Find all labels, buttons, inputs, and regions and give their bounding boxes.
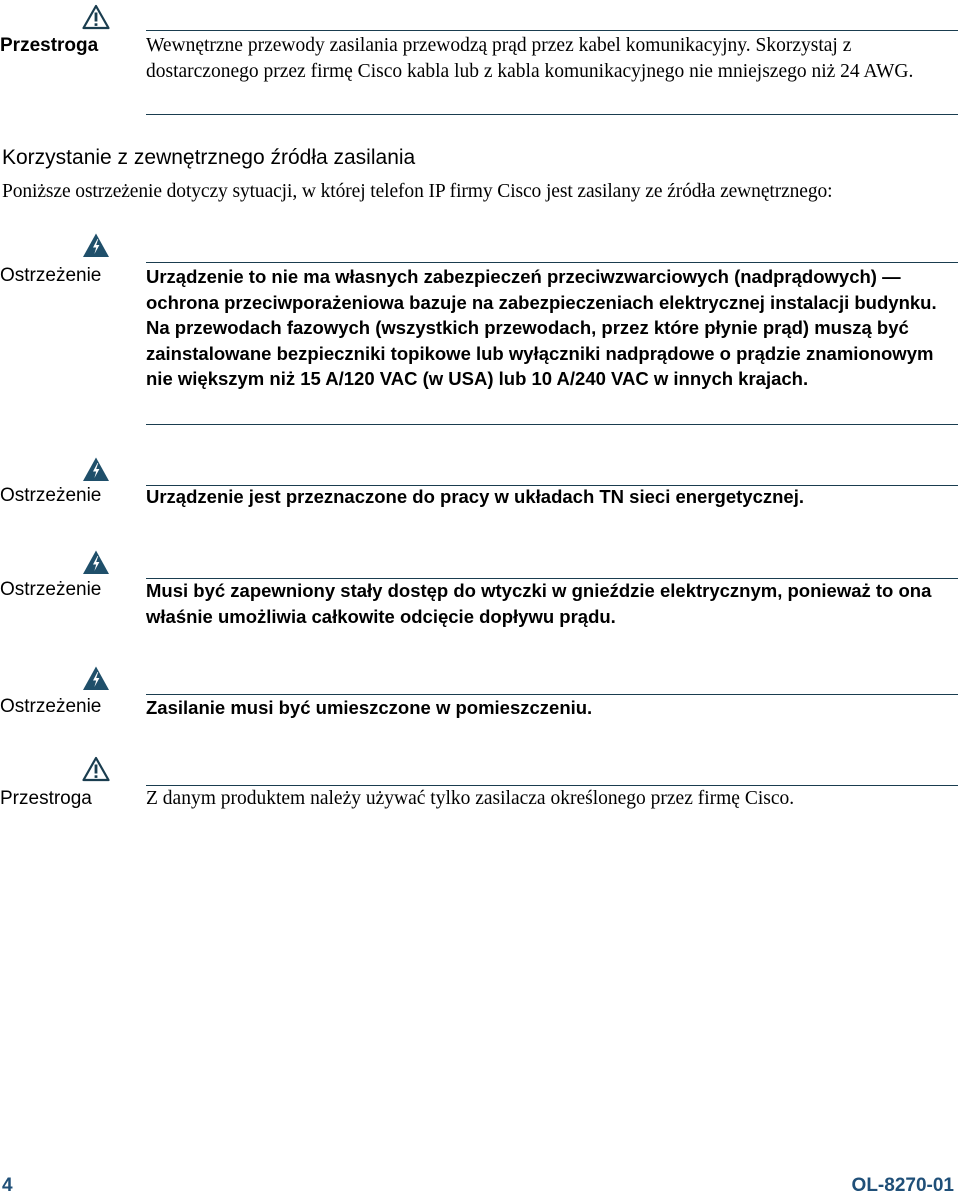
electrical-warning-icon — [82, 232, 110, 258]
document-id: OL-8270-01 — [851, 1175, 954, 1196]
warning-label: Ostrzeżenie — [0, 265, 102, 286]
divider — [146, 114, 958, 115]
electrical-warning-icon — [82, 665, 110, 691]
caution-text: Z danym produktem należy używać tylko zasilacza określonego przez firmę Cisco. — [146, 788, 795, 809]
warning-text: Zasilanie musi być umieszczone w pomieszczeniu. — [146, 697, 593, 718]
section-heading: Korzystanie z zewnętrznego źródła zasilania — [2, 146, 416, 169]
caution-text: Wewnętrzne przewody zasilania przewodzą prąd przez kabel komunikacyjny. Skorzystaj z dostarczonego przez firmę Cisco kabla lub z kabla komunikacyjnego nie mniejszego niż 24 AWG. — [146, 35, 914, 82]
caution-label: Przestroga — [0, 35, 99, 56]
warning-text: Musi być zapewniony stały dostęp do wtyczki w gnieździe elektrycznym, ponieważ to ona właśnie umożliwia całkowite odcięcie dopływu prądu. — [146, 580, 932, 627]
page-number: 4 — [2, 1175, 13, 1196]
warning-text: Urządzenie jest przeznaczone do pracy w układach TN sieci energetycznej. — [146, 486, 804, 507]
caution-label: Przestroga — [0, 788, 92, 809]
electrical-warning-icon — [82, 549, 110, 575]
warning-label: Ostrzeżenie — [0, 696, 102, 717]
warning-label: Ostrzeżenie — [0, 485, 102, 506]
section-intro: Poniższe ostrzeżenie dotyczy sytuacji, w której telefon IP firmy Cisco jest zasilany ze źródła zewnętrznego: — [2, 181, 833, 202]
caution-triangle-icon — [82, 756, 110, 782]
electrical-warning-icon — [82, 456, 110, 482]
warning-text: Urządzenie to nie ma własnych zabezpieczeń przeciwzwarciowych (nadprądowych) — ochrona przeciwporażeniowa bazuje na zabezpieczeniach elektrycznej instalacji budynku. Na przewodach fazowych (wszystkich przewodach, przez które płynie prąd) muszą być zainstalowane bezpieczniki topikowe lub wyłączniki nadprądowe o prądzie znamionowym nie większym niż 15 A/120 VAC (w USA) lub 10 A/240 VAC w innych krajach. — [146, 266, 937, 389]
divider — [146, 424, 958, 425]
caution-triangle-icon — [82, 4, 110, 30]
warning-label: Ostrzeżenie — [0, 579, 102, 600]
